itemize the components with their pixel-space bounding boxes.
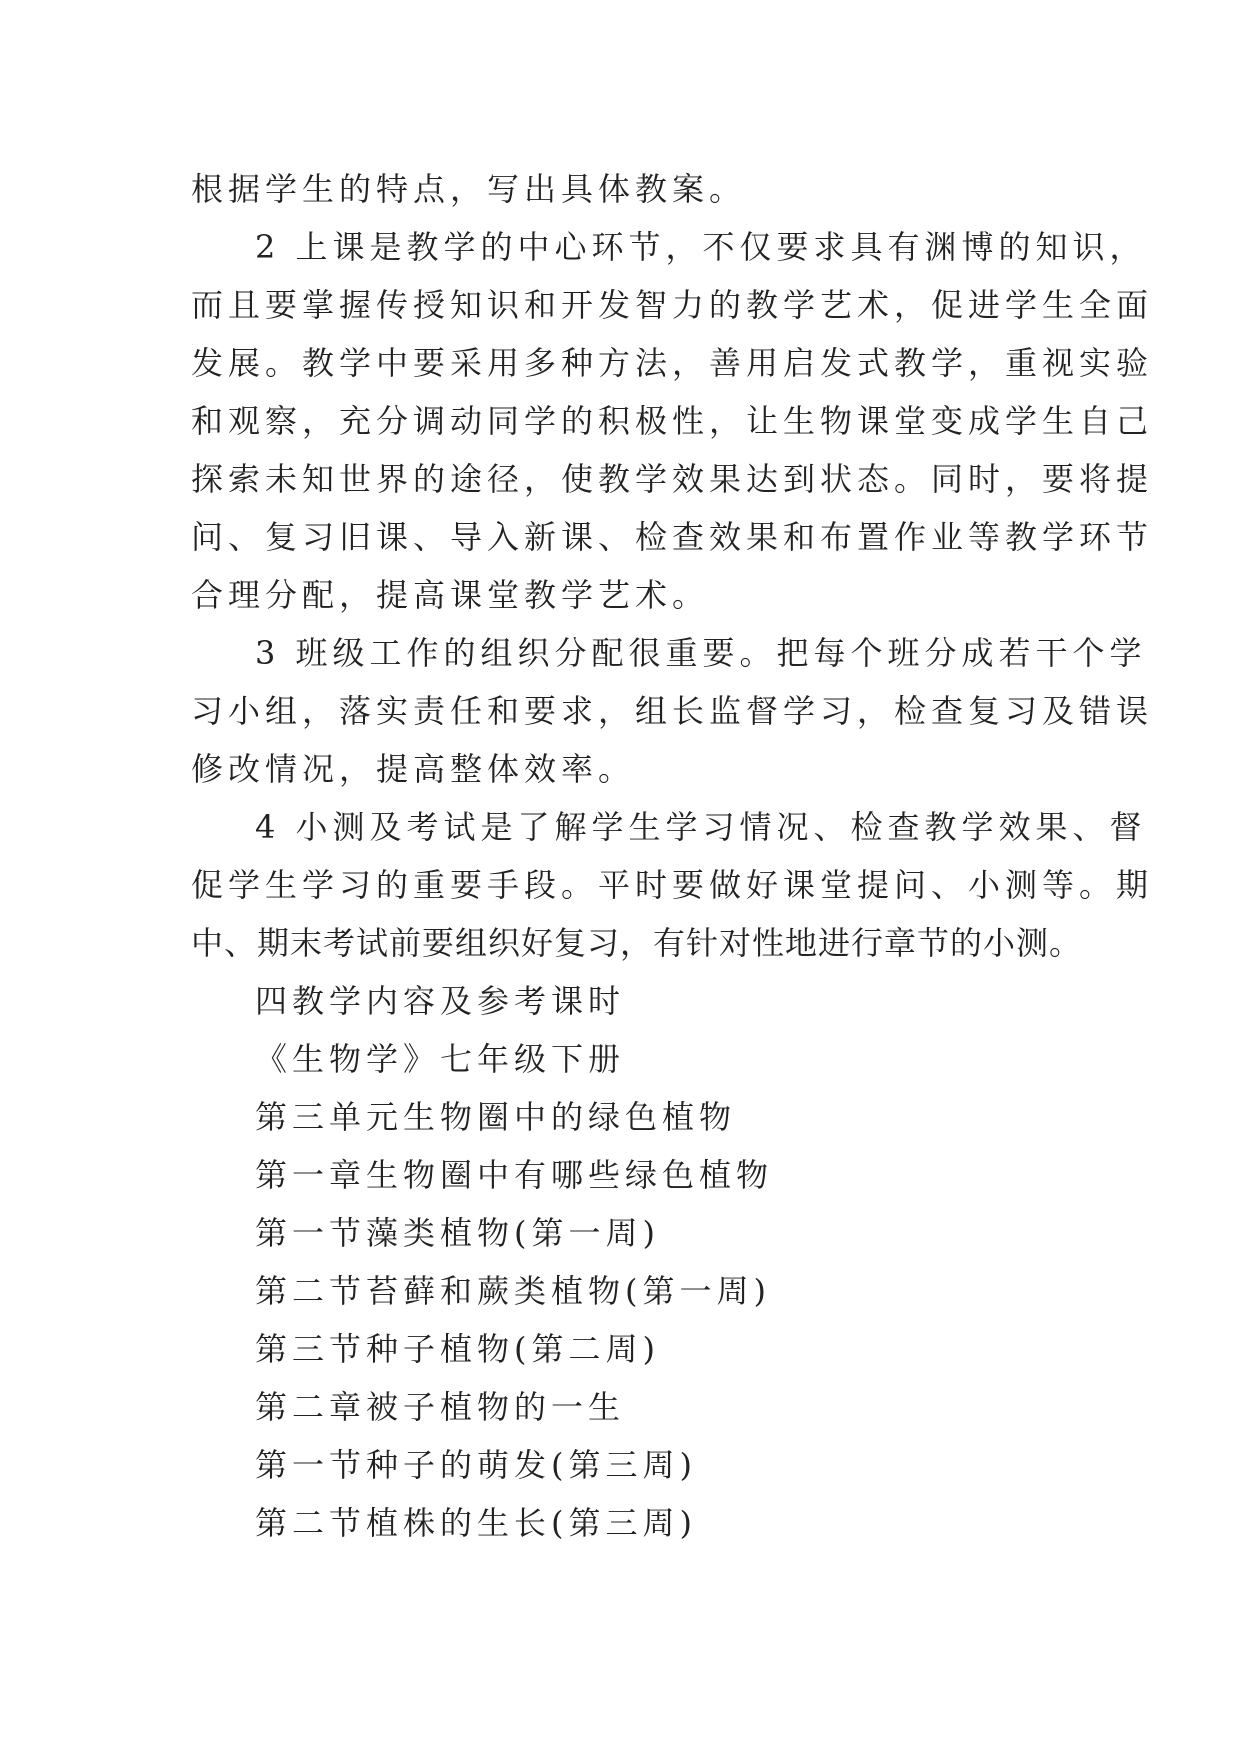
chapter-heading: 第一章生物圈中有哪些绿色植物 xyxy=(255,1156,774,1194)
paragraph-line: 根据学生的特点，写出具体教案。 xyxy=(191,170,747,208)
paragraph-line: 习小组，落实责任和要求，组长监督学习，检查复习及错误 xyxy=(191,692,1154,730)
section-heading: 四教学内容及参考课时 xyxy=(255,982,626,1020)
paragraph-line: 发展。教学中要采用多种方法，善用启发式教学，重视实验 xyxy=(191,344,1154,382)
paragraph-line: 合理分配，提高课堂教学艺术。 xyxy=(191,576,710,614)
paragraph-line: 修改情况，提高整体效率。 xyxy=(191,750,636,788)
paragraph-line: 4 小测及考试是了解学生学习情况、检查教学效果、督 xyxy=(255,808,1147,846)
book-title-line: 《生物学》七年级下册 xyxy=(255,1040,626,1078)
lesson-line: 第一节种子的萌发(第三周) xyxy=(255,1446,697,1484)
paragraph-line: 探索未知世界的途径，使教学效果达到状态。同时，要将提 xyxy=(191,460,1154,498)
chapter-heading: 第二章被子植物的一生 xyxy=(255,1388,626,1426)
paragraph-line: 3 班级工作的组织分配很重要。把每个班分成若干个学 xyxy=(255,634,1147,672)
lesson-line: 第一节藻类植物(第一周) xyxy=(255,1214,660,1252)
document-body xyxy=(191,160,1154,1552)
paragraph-line: 中、期末考试前要组织好复习，有针对性地进行章节的小测。 xyxy=(191,924,1083,962)
lesson-line: 第二节苔藓和蕨类植物(第一周) xyxy=(255,1272,771,1310)
paragraph-line: 和观察，充分调动同学的积极性，让生物课堂变成学生自己 xyxy=(191,402,1154,440)
paragraph-line: 问、复习旧课、导入新课、检查效果和布置作业等教学环节 xyxy=(191,518,1154,556)
paragraph-line: 而且要掌握传授知识和开发智力的教学艺术，促进学生全面 xyxy=(191,286,1154,324)
paragraph-line: 2 上课是教学的中心环节，不仅要求具有渊博的知识， xyxy=(255,228,1147,266)
lesson-line: 第二节植株的生长(第三周) xyxy=(255,1504,697,1542)
unit-heading: 第三单元生物圈中的绿色植物 xyxy=(255,1098,737,1136)
lesson-line: 第三节种子植物(第二周) xyxy=(255,1330,660,1368)
paragraph-line: 促学生学习的重要手段。平时要做好课堂提问、小测等。期 xyxy=(191,866,1154,904)
